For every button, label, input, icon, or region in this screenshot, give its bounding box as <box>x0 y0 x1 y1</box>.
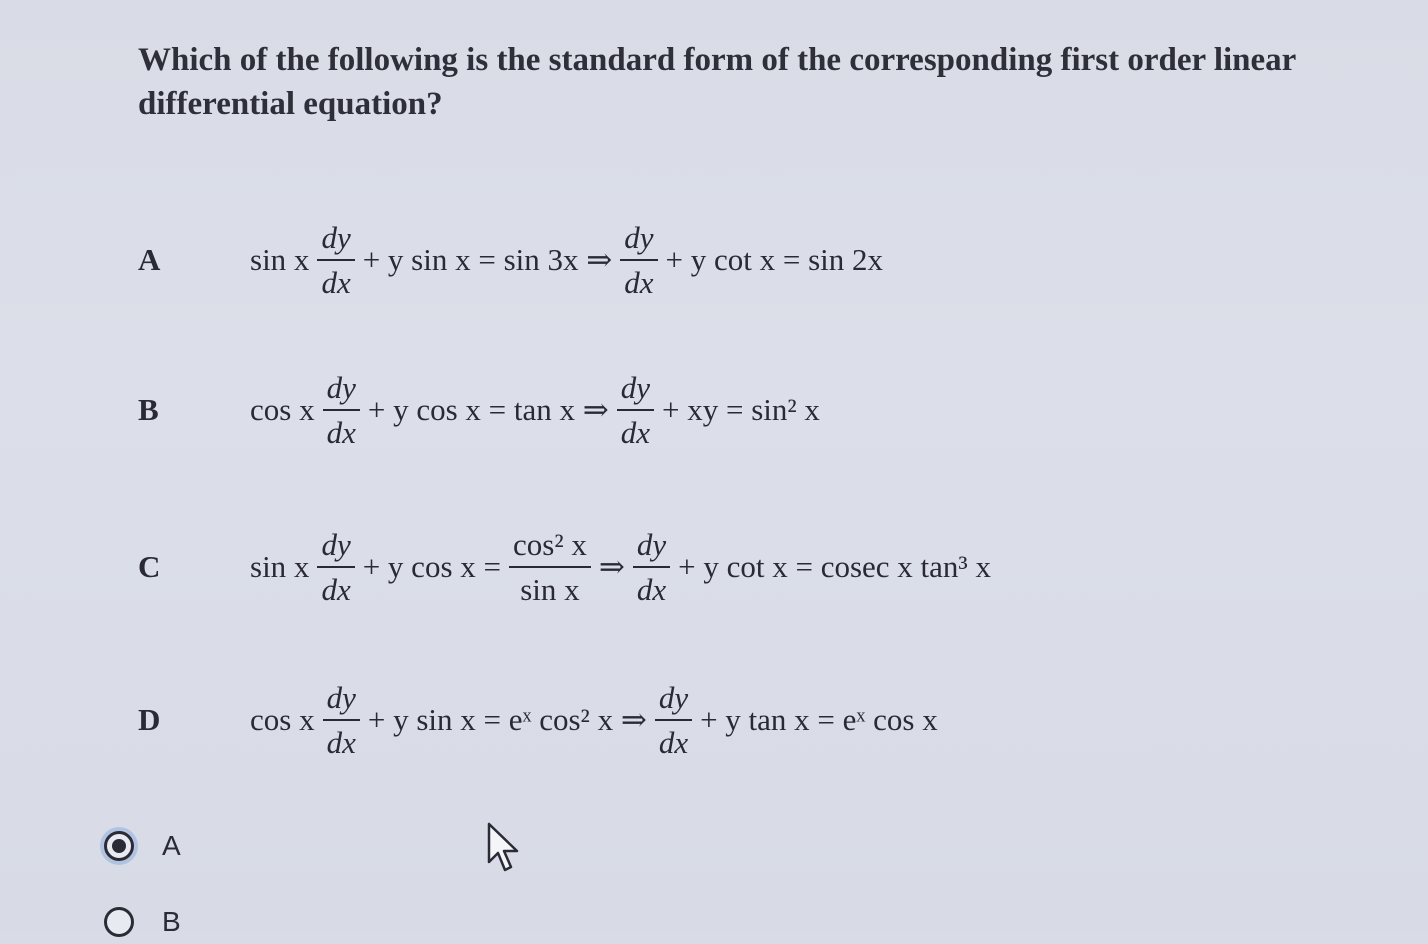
mouse-cursor-icon <box>486 822 526 874</box>
frac-numerator: cos² x <box>509 529 591 568</box>
option-letter: D <box>138 702 161 737</box>
option-letter: B <box>138 392 159 427</box>
derivative-fraction <box>620 222 657 298</box>
frac-numerator: dy <box>317 529 354 568</box>
derivative-fraction <box>633 529 670 605</box>
frac-denominator: sin x <box>520 572 580 607</box>
eq-lhs-coef: sin x <box>250 242 310 277</box>
option-a <box>138 205 1338 315</box>
question-text: Which of the following is the standard form of the corresponding first order linear differential equation? <box>138 42 1296 122</box>
eq-lhs-coef: sin x <box>250 549 310 584</box>
frac-denominator: dx <box>636 572 667 607</box>
eq-rhs-rest: + y cot x = cosec x tan³ x <box>678 549 991 584</box>
eq-rhs-rest: + y tan x = eˣ cos x <box>700 702 938 737</box>
frac-denominator: dx <box>624 265 654 300</box>
frac-numerator: dy <box>323 682 360 721</box>
equation <box>248 205 885 315</box>
frac-denominator: dx <box>658 725 689 760</box>
frac-numerator: dy <box>620 222 657 261</box>
option-d <box>138 665 1338 775</box>
derivative-fraction <box>323 682 360 758</box>
eq-lhs-rest: + y cos x = tan x ⇒ <box>367 392 609 427</box>
option-letter: C <box>138 549 161 584</box>
eq-lhs-rest: + y sin x = eˣ cos² x ⇒ <box>367 702 647 737</box>
implies-arrow: ⇒ <box>598 549 625 584</box>
frac-denominator: dx <box>620 415 650 450</box>
frac-denominator: dx <box>321 572 351 607</box>
option-c <box>138 512 1338 622</box>
radio-dot-icon <box>112 839 126 853</box>
eq-lhs-rest: + y cos x = <box>362 549 501 584</box>
eq-rhs-rest: + xy = sin² x <box>662 392 820 427</box>
equation <box>248 512 993 622</box>
derivative-fraction <box>655 682 692 758</box>
eq-lhs-rest: + y sin x = sin 3x ⇒ <box>362 242 613 277</box>
radio-button-selected[interactable] <box>104 831 134 861</box>
option-letter: A <box>138 242 161 277</box>
frac-numerator: dy <box>317 222 354 261</box>
option-b <box>138 355 1338 465</box>
frac-denominator: dx <box>321 265 351 300</box>
answer-label: A <box>162 830 181 861</box>
eq-lhs-coef: cos x <box>250 702 315 737</box>
frac-numerator: dy <box>617 372 654 411</box>
trig-fraction <box>509 529 591 605</box>
derivative-fraction <box>317 529 354 605</box>
equation <box>248 355 822 465</box>
answer-option-b[interactable] <box>104 900 181 944</box>
radio-button[interactable] <box>104 907 134 937</box>
frac-numerator: dy <box>655 682 692 721</box>
derivative-fraction <box>323 372 360 448</box>
frac-denominator: dx <box>326 725 356 760</box>
derivative-fraction <box>617 372 654 448</box>
eq-rhs-rest: + y cot x = sin 2x <box>665 242 884 277</box>
answer-label: B <box>162 906 181 937</box>
frac-denominator: dx <box>326 415 356 450</box>
answer-option-a[interactable] <box>104 824 181 868</box>
frac-numerator: dy <box>323 372 360 411</box>
frac-numerator: dy <box>633 529 670 568</box>
eq-lhs-coef: cos x <box>250 392 315 427</box>
derivative-fraction <box>317 222 354 298</box>
equation <box>248 665 940 775</box>
